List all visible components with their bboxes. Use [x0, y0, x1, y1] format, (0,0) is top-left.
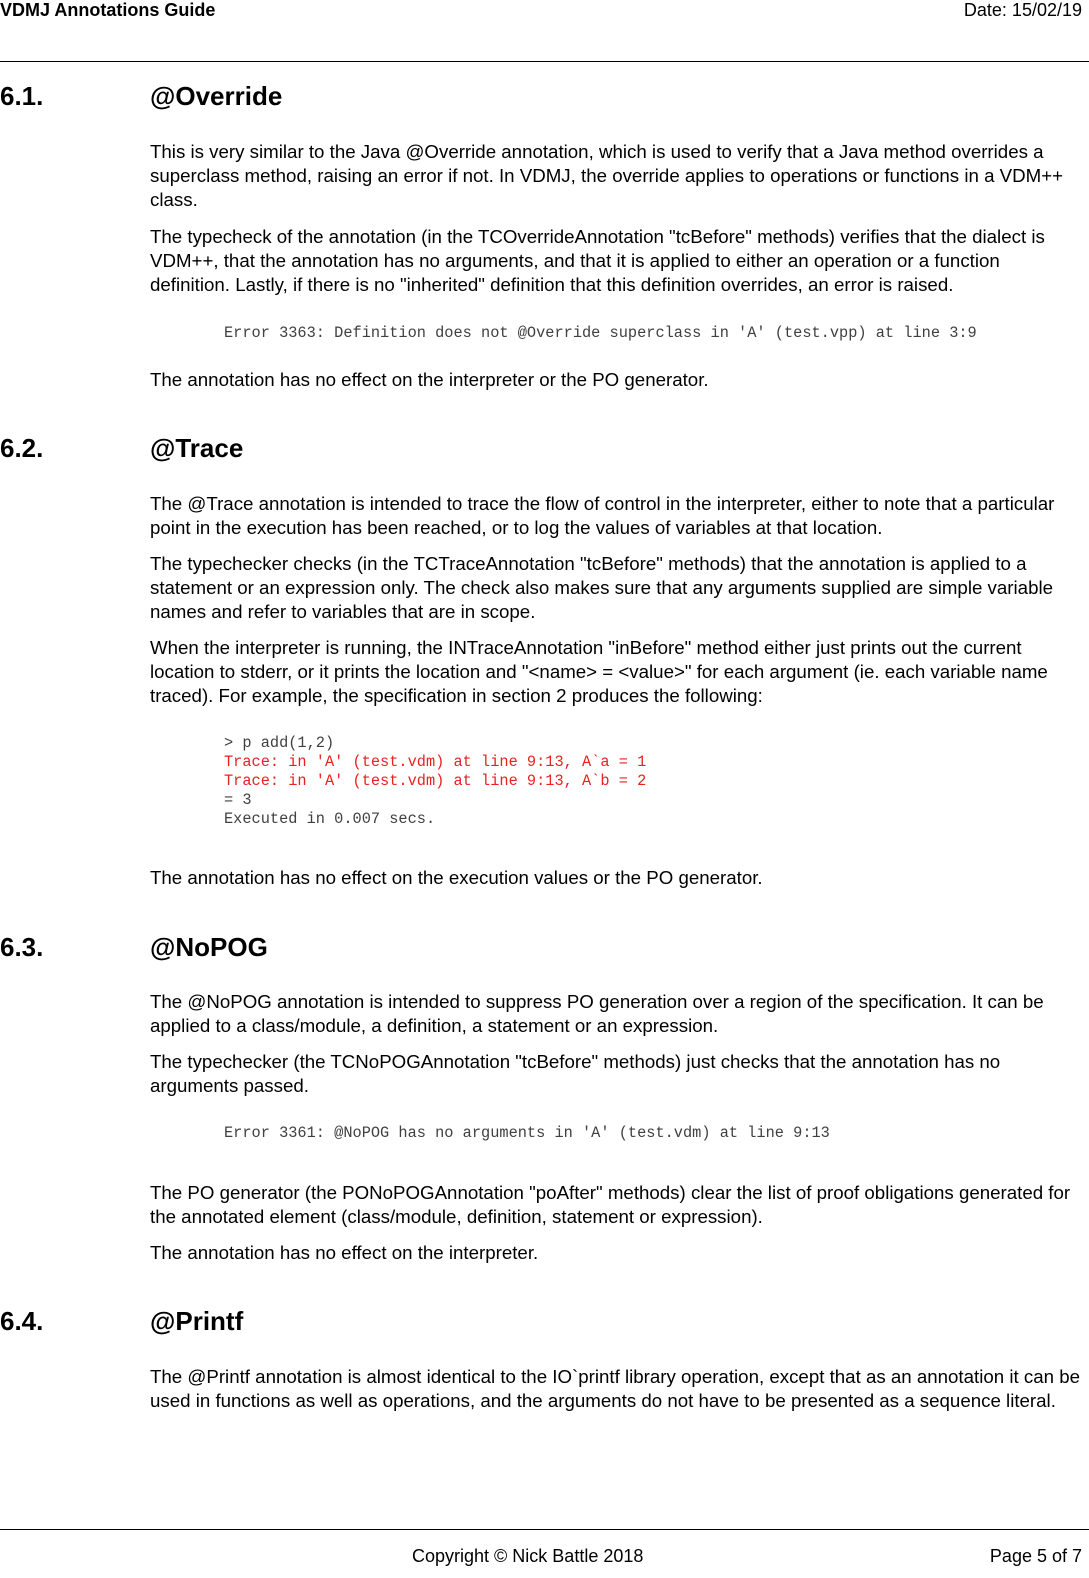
paragraph: The annotation has no effect on the interpreter. — [150, 1242, 539, 1263]
document-title: VDMJ Annotations Guide — [0, 0, 216, 20]
section-title: @NoPOG — [150, 932, 268, 962]
section-title: @Trace — [150, 433, 244, 463]
section-heading-printf — [0, 1301, 1089, 1341]
section-number: 6.3. — [0, 932, 44, 962]
paragraph: The @Printf annotation is almost identical to the IO`printf library operation, except that as an annotation it can be used in functions as well as operations, and the arguments do not have to be presented as a sequence literal. — [150, 1366, 1080, 1411]
page-footer — [0, 1546, 1089, 1570]
page-content — [0, 76, 1089, 1413]
paragraph: When the interpreter is running, the INTraceAnnotation "inBefore" method either just prints out the current location to stderr, or it prints the location and "<name> = <value>" for each argument (ie. each variable name traced). For example, the specification in section 2 produces the following: — [150, 637, 1048, 706]
document-date: Date: 15/02/19 — [963, 0, 1082, 20]
code-line: Executed in 0.007 secs. — [224, 810, 436, 828]
section-number: 6.2. — [0, 433, 44, 463]
header-rule — [0, 61, 1089, 62]
paragraph: The @NoPOG annotation is intended to suppress PO generation over a region of the specification. It can be applied to a class/module, a definition, a statement or an expression. — [150, 991, 1044, 1036]
code-line: = 3 — [224, 791, 252, 809]
section-heading-override — [0, 76, 1089, 116]
copyright-notice: Copyright © Nick Battle 2018 — [412, 1546, 644, 1566]
page-header — [0, 0, 1089, 24]
trace-output-line: Trace: in 'A' (test.vdm) at line 9:13, A`b = 2 — [224, 772, 647, 790]
paragraph: The PO generator (the PONoPOGAnnotation "poAfter" methods) clear the list of proof obligations generated for the annotated element (class/module, definition, statement or expression). — [150, 1182, 1071, 1227]
section-title: @Printf — [150, 1306, 244, 1336]
paragraph: The @Trace annotation is intended to trace the flow of control in the interpreter, either to note that a particular point in the execution has been reached, or to log the values of variables at that location. — [150, 493, 1055, 538]
code-block — [224, 734, 1089, 829]
section-number: 6.4. — [0, 1306, 44, 1336]
trace-output-line: Trace: in 'A' (test.vdm) at line 9:13, A`a = 1 — [224, 753, 647, 771]
section-heading-trace — [0, 428, 1089, 468]
section-number: 6.1. — [0, 81, 44, 111]
code-line: Error 3361: @NoPOG has no arguments in 'A' (test.vdm) at line 9:13 — [224, 1124, 830, 1142]
code-block — [224, 1124, 1089, 1143]
code-line: Error 3363: Definition does not @Override superclass in 'A' (test.vpp) at line 3:9 — [224, 324, 977, 342]
paragraph: This is very similar to the Java @Override annotation, which is used to verify that a Java method overrides a superclass method, raising an error if not. In VDMJ, the override applies to operations or functions in a VDM++ class. — [150, 141, 1064, 210]
page-number: Page 5 of 7 — [989, 1546, 1082, 1566]
paragraph: The annotation has no effect on the interpreter or the PO generator. — [150, 369, 709, 390]
paragraph: The typecheck of the annotation (in the TCOverrideAnnotation "tcBefore" methods) verifies that the dialect is VDM++, that the annotation has no arguments, and that it is applied to either an operation or a function definition. Lastly, if there is no "inherited" definition that this definition overrides, an error is raised. — [150, 226, 1045, 295]
footer-rule — [0, 1529, 1089, 1530]
paragraph: The typechecker (the TCNoPOGAnnotation "tcBefore" methods) just checks that the annotation has no arguments passed. — [150, 1051, 1001, 1096]
section-heading-nopog — [0, 927, 1089, 967]
paragraph: The annotation has no effect on the execution values or the PO generator. — [150, 867, 763, 888]
section-title: @Override — [150, 81, 283, 111]
code-line: > p add(1,2) — [224, 734, 335, 752]
code-block — [224, 324, 1089, 343]
paragraph: The typechecker checks (in the TCTraceAnnotation "tcBefore" methods) that the annotation is applied to a statement or an expression only. The check also makes sure that any arguments supplied are simple variable names and refer to variables that are in scope. — [150, 553, 1054, 622]
